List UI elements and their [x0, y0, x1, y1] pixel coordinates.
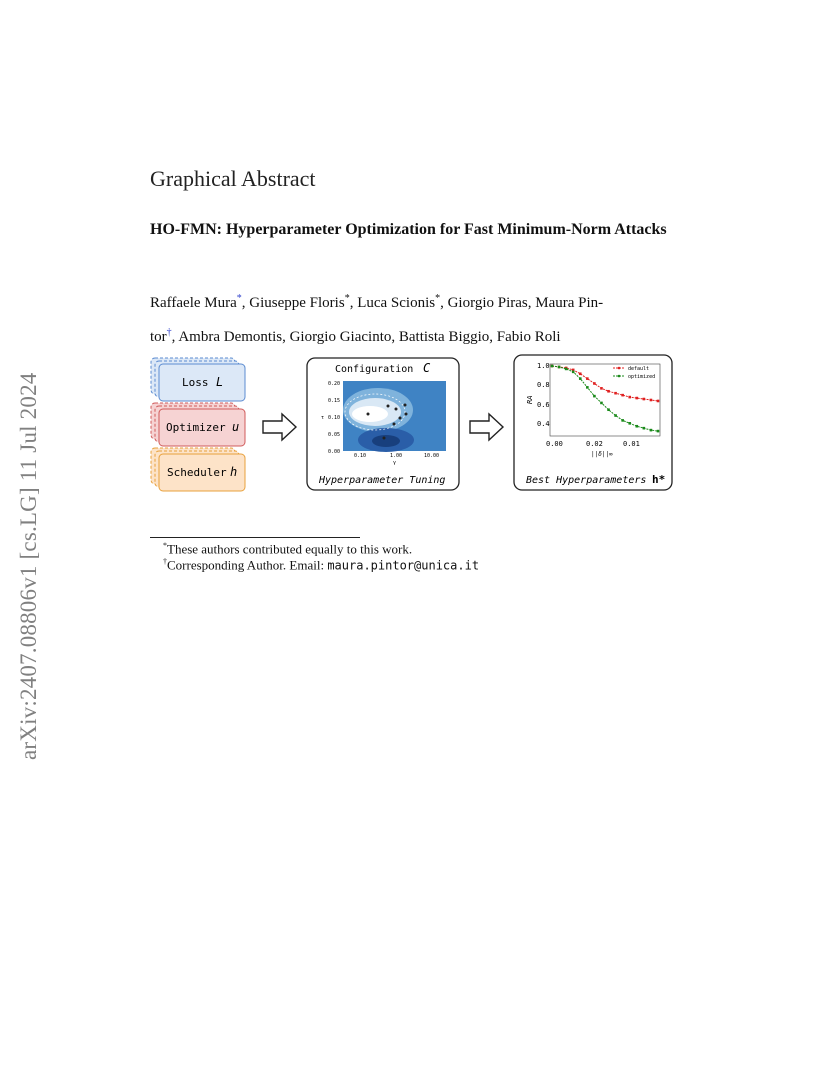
- result-ytick: 0.4: [537, 420, 550, 428]
- tuning-xtick: 0.10: [354, 453, 367, 459]
- data-point-default: [600, 387, 603, 390]
- data-point-default: [657, 400, 660, 403]
- tuning-ytick: 0.05: [328, 432, 341, 438]
- result-ytick: 0.6: [537, 401, 550, 409]
- data-point-default: [650, 399, 653, 402]
- data-point-default: [614, 392, 617, 395]
- data-point-optimized: [643, 427, 646, 430]
- data-point-default: [628, 396, 631, 399]
- data-point-optimized: [600, 402, 603, 405]
- tuning-panel-title: Configuration: [335, 364, 414, 375]
- paper-title: HO-FMN: Hyperparameter Optimization for Fast Minimum-Norm Attacks: [150, 221, 667, 238]
- data-point-default: [621, 394, 624, 397]
- data-point-optimized: [572, 371, 575, 374]
- graphical-abstract-heading: Graphical Abstract: [150, 166, 316, 191]
- tuning-ytick: 0.20: [328, 381, 341, 387]
- graphical-abstract-figure: [150, 352, 680, 497]
- scheduler-symbol: h: [230, 465, 238, 479]
- data-point-optimized: [558, 366, 561, 369]
- tuning-xtick: 1.00: [390, 453, 403, 459]
- data-point-default: [593, 382, 596, 385]
- tuning-panel: [307, 358, 459, 490]
- result-xlabel: ||δ||∞: [591, 451, 613, 458]
- data-point-optimized: [586, 386, 589, 389]
- right-arrow-icon: [470, 414, 503, 440]
- tuning-xtick: 10.00: [424, 453, 440, 459]
- tuning-ytick: 0.15: [328, 398, 341, 404]
- email-link[interactable]: maura.pintor@unica.it: [327, 558, 480, 573]
- loss-label: Loss: [182, 376, 209, 389]
- legend-optimized: optimized: [628, 374, 656, 380]
- data-point-optimized: [650, 429, 653, 432]
- result-ylabel: RA: [526, 395, 534, 404]
- tuning-ytick: 0.00: [328, 449, 341, 455]
- tuning-ytick: 0.10: [328, 415, 341, 421]
- data-point-optimized: [657, 430, 660, 433]
- data-point-default: [586, 377, 589, 380]
- data-point-optimized: [579, 377, 582, 380]
- loss-component: [151, 358, 245, 401]
- tuning-panel-title-symbol: C: [423, 361, 431, 375]
- data-point-optimized: [593, 395, 596, 398]
- equal-contribution-mark[interactable]: *: [236, 293, 242, 304]
- corresponding-author-mark[interactable]: †: [166, 327, 172, 338]
- footnote-rule: [150, 537, 360, 538]
- arxiv-stamp: arXiv:2407.08806v1 [cs.LG] 11 Jul 2024: [16, 372, 41, 760]
- result-panel: [514, 355, 672, 490]
- author-line-1: Raffaele Mura*, Giuseppe Floris*, Luca Scionis*, Giorgio Piras, Maura Pin-: [150, 293, 604, 311]
- author-list: [150, 284, 690, 352]
- optimizer-label: Optimizer: [166, 421, 226, 434]
- result-xtick: 0.02: [586, 440, 603, 448]
- footnote-equal-contribution: *These authors contributed equally to this work.: [163, 541, 413, 557]
- result-panel-caption: Best Hyperparameters: [526, 475, 647, 486]
- tuning-ylabel: τ: [321, 415, 325, 421]
- result-panel-caption-symbol: h*: [652, 473, 666, 486]
- data-point-default: [643, 398, 646, 401]
- legend-default: default: [628, 366, 650, 372]
- data-point-optimized: [565, 368, 568, 371]
- optimizer-symbol: u: [232, 420, 240, 434]
- tuning-xlabel: γ: [393, 460, 397, 466]
- data-point-optimized: [551, 365, 554, 368]
- data-point-optimized: [607, 408, 610, 411]
- data-point-optimized: [614, 414, 617, 417]
- data-point-default: [579, 372, 582, 375]
- result-xtick: 0.00: [546, 440, 563, 448]
- data-point-optimized: [636, 425, 639, 428]
- tuning-panel-caption: Hyperparameter Tuning: [319, 475, 446, 486]
- data-point-default: [607, 390, 610, 393]
- right-arrow-icon: [263, 414, 296, 440]
- result-ytick: 0.8: [537, 381, 550, 389]
- data-point-optimized: [628, 422, 631, 425]
- optimizer-component: [151, 403, 245, 446]
- scheduler-label: Scheduler: [167, 466, 227, 479]
- loss-symbol: L: [216, 375, 224, 389]
- result-ytick: 1.0: [537, 362, 550, 370]
- result-xtick: 0.01: [623, 440, 640, 448]
- data-point-optimized: [621, 419, 624, 422]
- footnote-corresponding-author: †Corresponding Author. Email: maura.pintor@unica.it: [163, 557, 480, 573]
- author-line-2: tor†, Ambra Demontis, Giorgio Giacinto, Battista Biggio, Fabio Roli: [150, 327, 561, 345]
- data-point-default: [636, 397, 639, 400]
- scheduler-component: [151, 448, 245, 491]
